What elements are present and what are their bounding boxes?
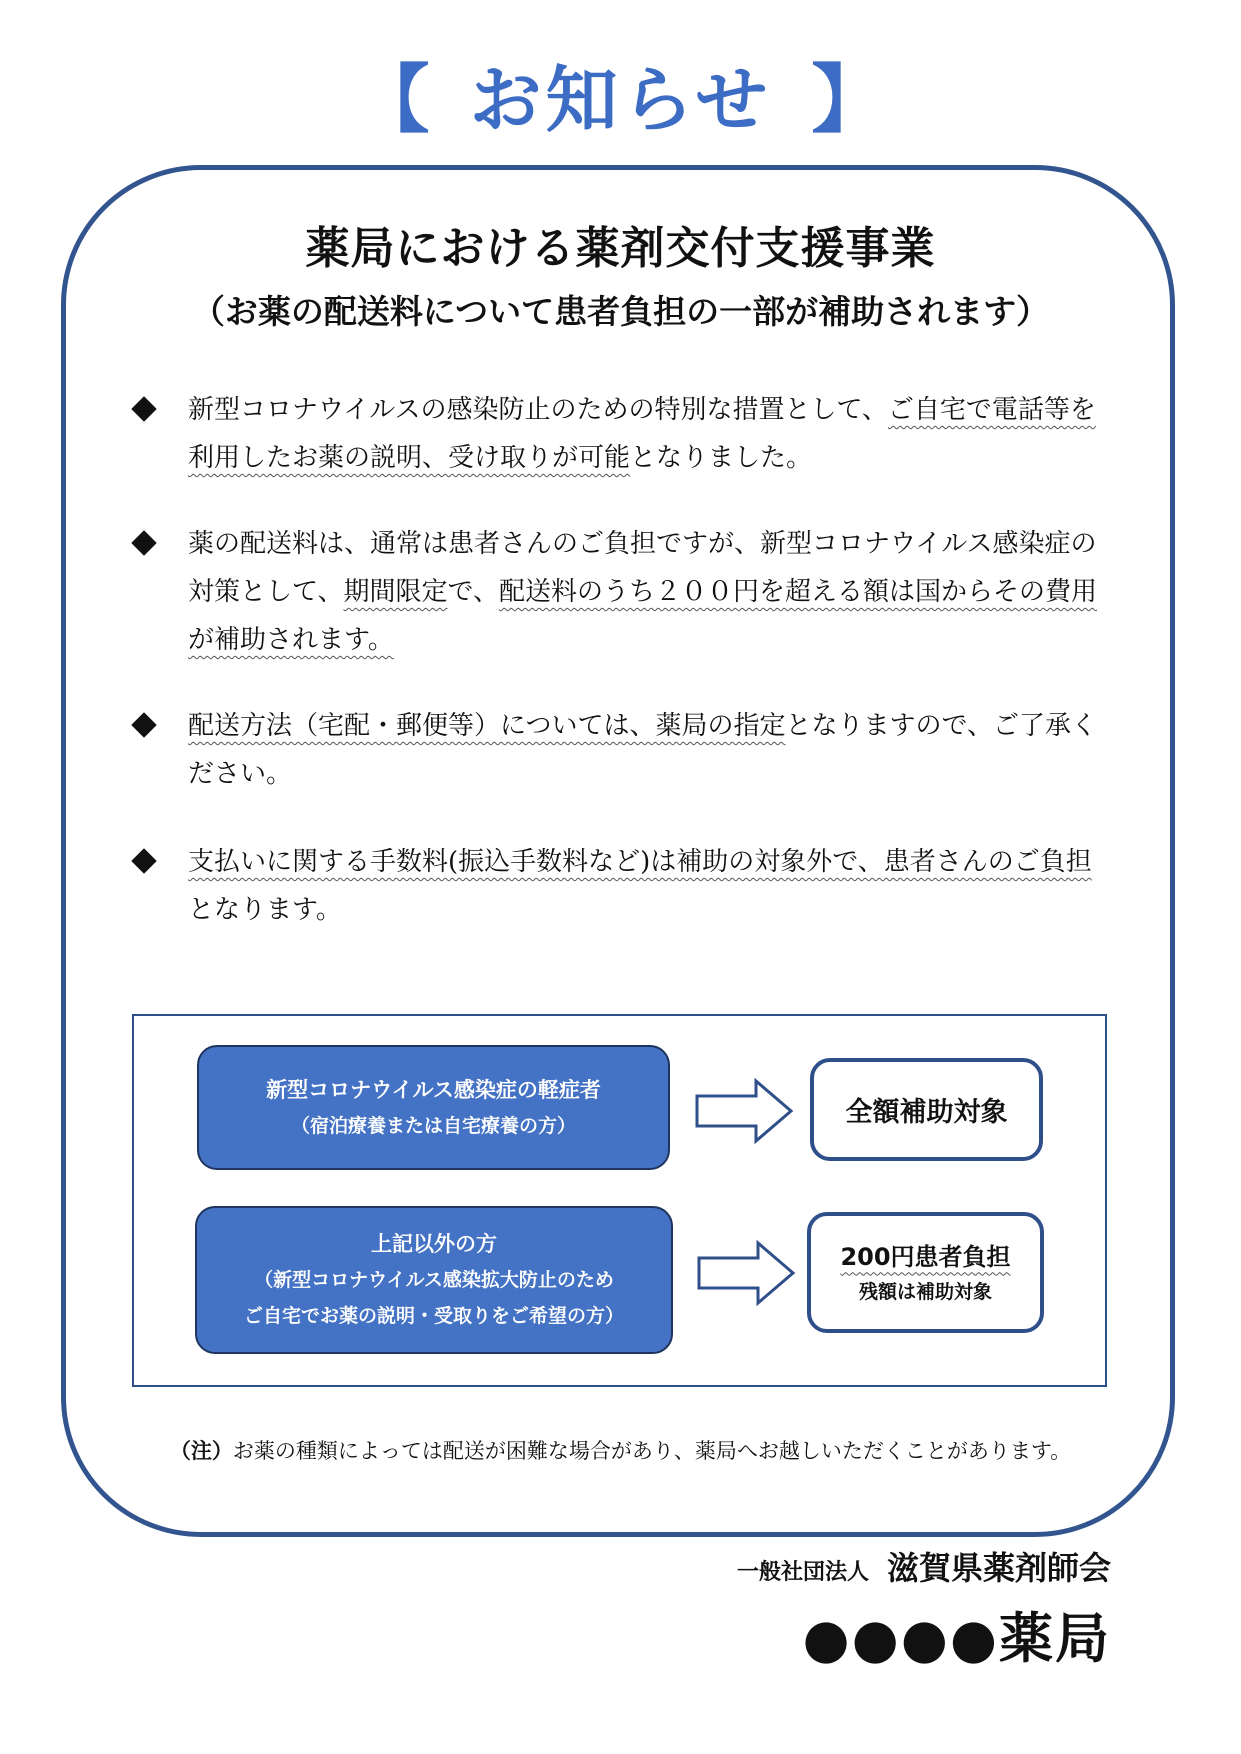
category-line: 新型コロナウイルス感染症の軽症者 [266,1077,601,1102]
bullet-segment: となります。 [188,895,342,925]
bullet-item-3 [133,702,1113,798]
bullet-segment: で、 [447,577,499,607]
pharmacy-name: ●●●●薬局 [802,1607,1111,1670]
bullet-segment: となりますので、ご了承ください。 [188,711,1097,789]
bullet-item-2 [133,520,1113,664]
diamond-bullet-icon [131,530,156,555]
bullet-segment-underlined: 配送方法（宅配・郵便等）については、薬局の指定 [188,711,786,741]
page-heading: 薬局における薬剤交付支援事業 [305,223,936,274]
full-subsidy-box [810,1058,1043,1161]
subsidy-label: 全額補助対象 [845,1097,1008,1128]
category-line: ご自宅でお薬の説明・受取りをご希望の方） [243,1305,624,1327]
category-line: （宿泊療養または自宅療養の方） [290,1114,576,1137]
bullet-segment-underlined: 配送料のうち２００円を超える額は国からその費用が補助されます。 [188,577,1097,655]
partial-subsidy-box [807,1212,1044,1333]
bullet-text [188,702,1113,798]
arrow-right-icon [696,1240,796,1306]
diamond-bullet-icon [131,712,156,737]
bullet-text [188,520,1113,664]
bullet-text [188,838,1113,934]
bullet-segment: となりました。 [630,443,813,473]
patient-category-other [195,1206,673,1354]
page-subheading: （お薬の配送料について患者負担の一部が補助されます） [191,292,1050,331]
bullet-segment-underlined: 期間限定 [343,577,448,607]
title-bracket-open: 【 [355,57,430,143]
organization [737,1543,1111,1589]
patient-charge-label: 200円患者負担 [840,1242,1011,1271]
bullet-segment-underlined: ご自宅で電話等を利用したお薬の説明、受け取りが可能 [188,395,1096,473]
bullet-segment: 薬の配送料は、通常は患者さんのご負担ですが、新型コロナウイルス感染症の対策として、 [188,529,1097,607]
title-bracket-close: 】 [811,57,886,143]
footnote [0,1435,1241,1465]
footnote-label: （注） [169,1439,233,1463]
organization-type: 一般社団法人 [736,1560,869,1585]
bullet-segment: 新型コロナウイルスの感染防止のための特別な措置として、 [188,395,888,425]
diamond-bullet-icon [131,396,156,421]
title-text: お知らせ [469,58,772,142]
footnote-text: お薬の種類によっては配送が困難な場合があり、薬局へお越しいただくことがあります。 [232,1439,1072,1463]
organization-name: 滋賀県薬剤師会 [886,1549,1111,1587]
bullet-item-1 [133,386,1113,482]
patient-category-mild [197,1045,670,1170]
category-line: 上記以外の方 [371,1232,497,1256]
bullet-item-4 [133,838,1113,934]
notice-title [0,50,1241,150]
arrow-right-icon [694,1078,794,1144]
bullet-segment-underlined: 支払いに関する手数料(振込手数料など)は補助の対象外で、患者さんのご負担 [188,847,1092,877]
bullet-text [188,386,1113,482]
category-line: （新型コロナウイルス感染拡大防止のため [254,1269,614,1291]
diamond-bullet-icon [131,848,156,873]
remaining-subsidy-label: 残額は補助対象 [858,1280,992,1303]
